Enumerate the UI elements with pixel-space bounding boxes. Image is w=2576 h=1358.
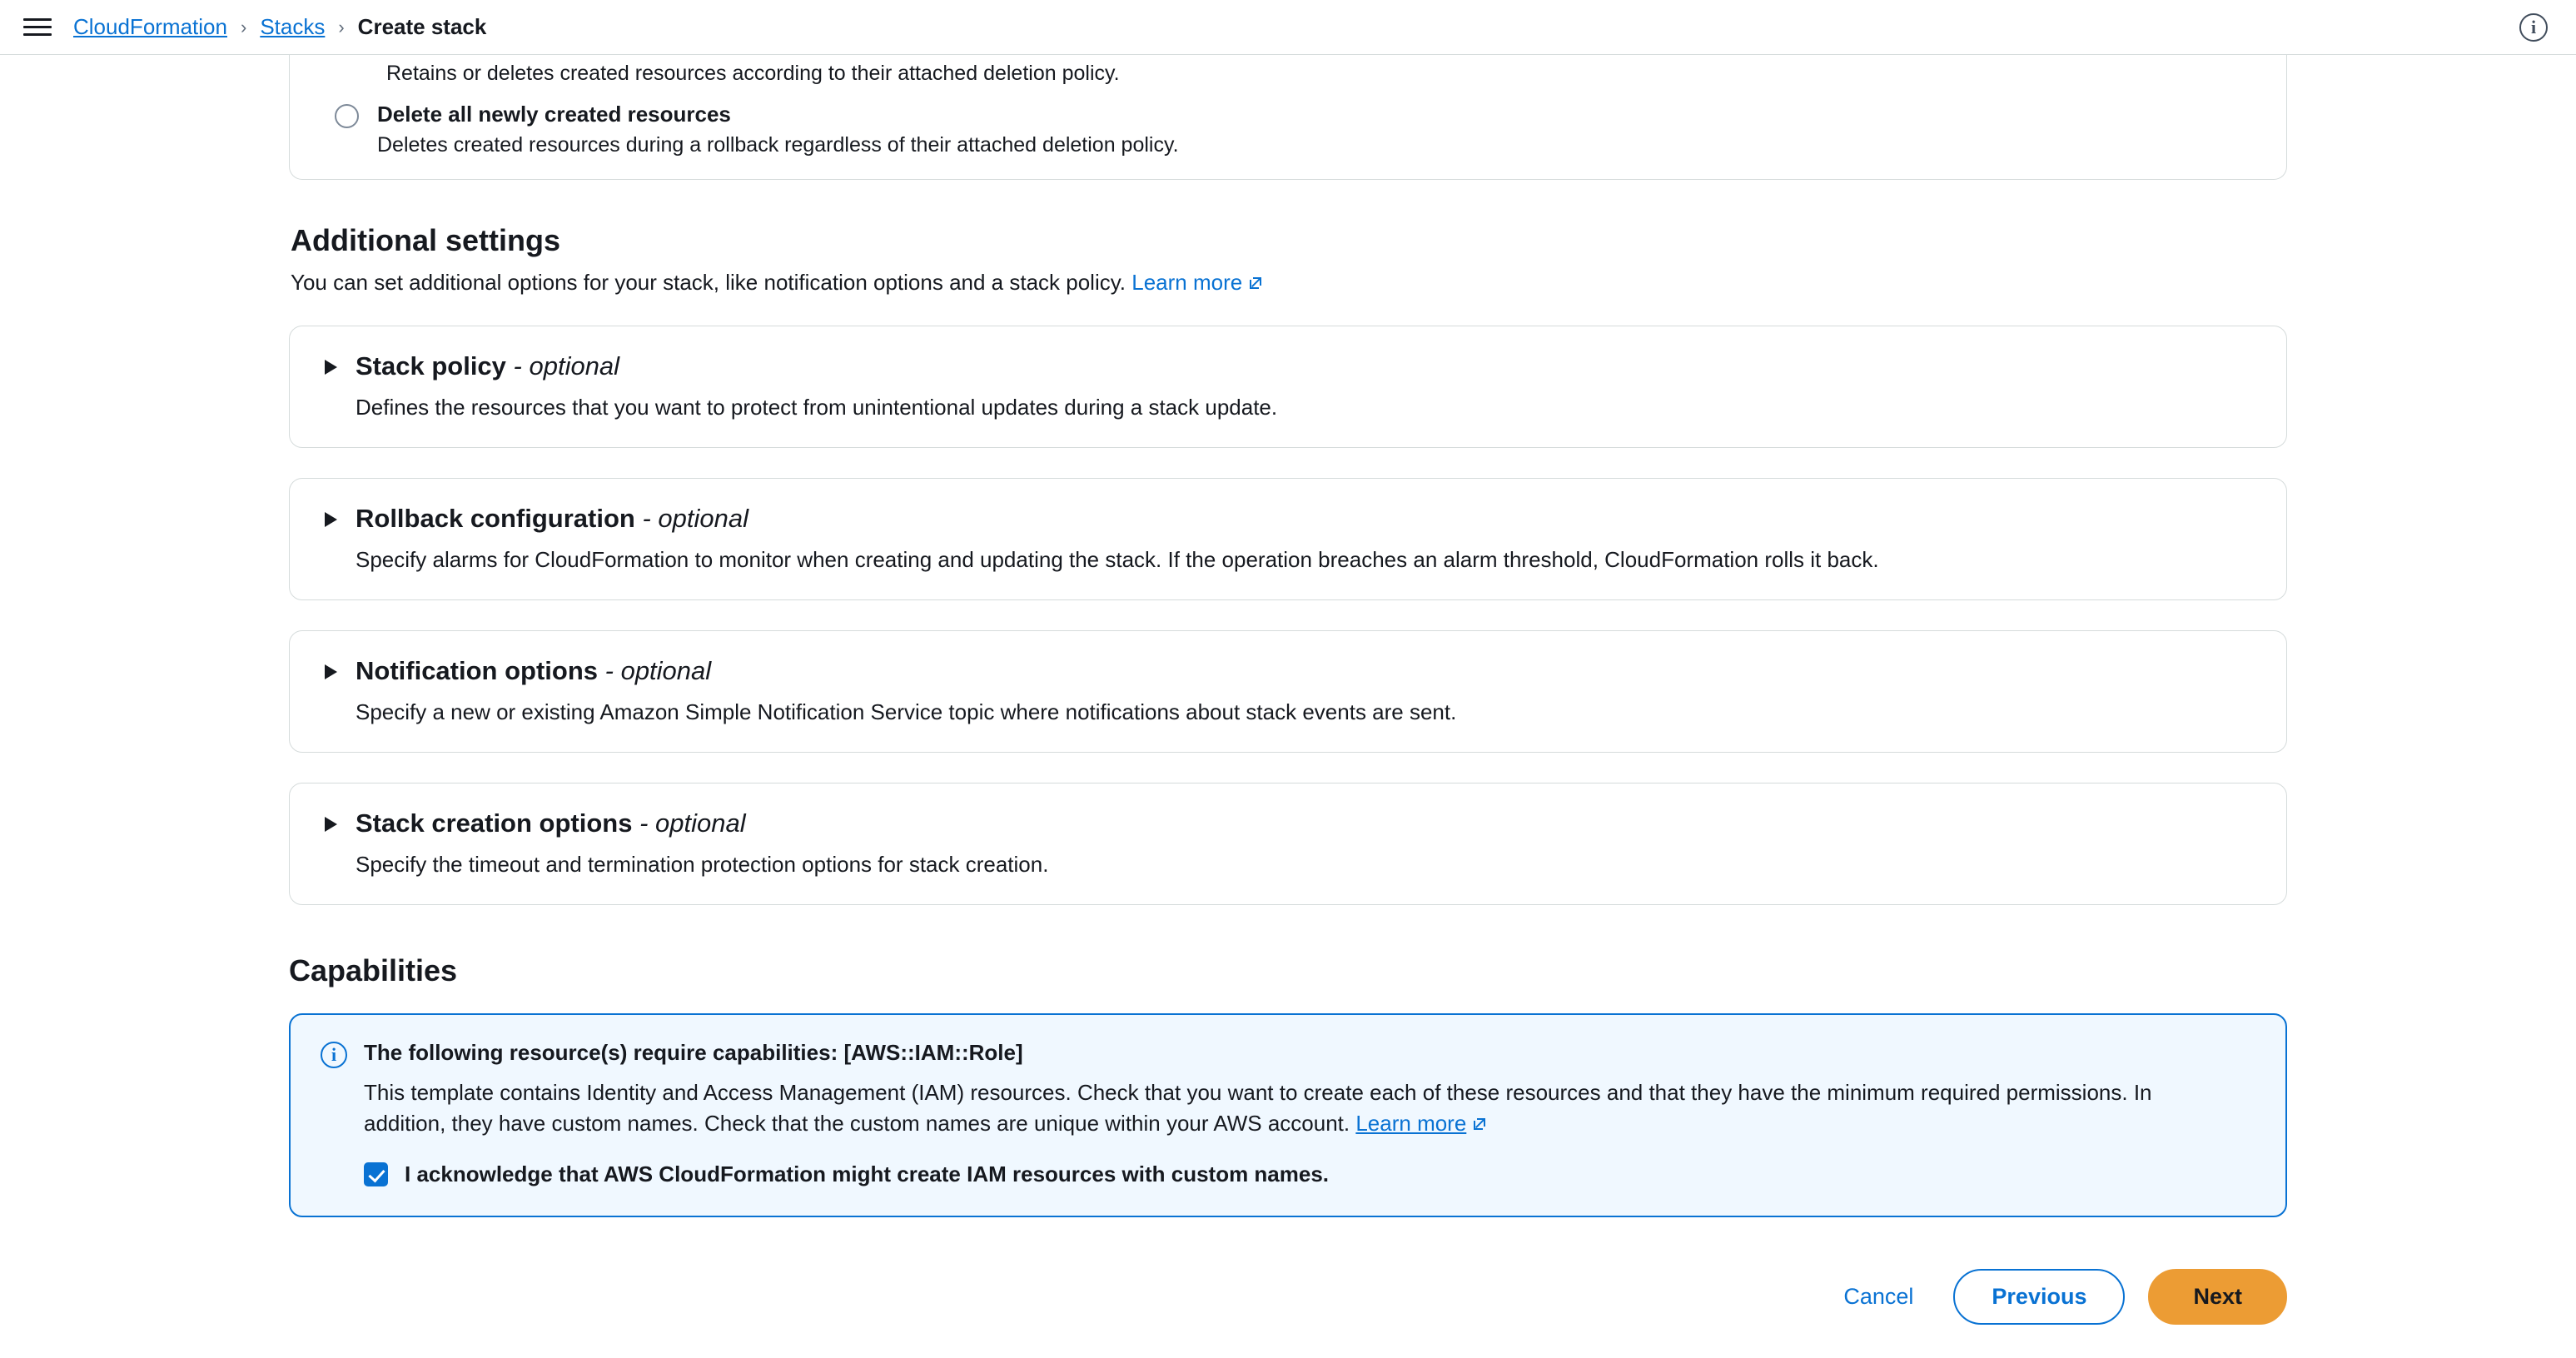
panel-optional-label: - optional	[634, 503, 748, 533]
learn-more-label: Learn more	[1131, 269, 1243, 295]
panel-rollback-configuration-title	[356, 504, 748, 534]
breadcrumb-item-cloudformation[interactable]: CloudFormation	[73, 14, 227, 39]
next-button[interactable]: Next	[2148, 1269, 2287, 1325]
acknowledge-checkbox[interactable]	[364, 1162, 388, 1186]
panel-notification-options-description: Specify a new or existing Amazon Simple Notification Service topic where notifications about stack events are sent.	[356, 699, 1457, 724]
rollback-behavior-card	[289, 55, 2287, 180]
delete-resources-label: Delete all newly created resources	[377, 102, 731, 127]
hamburger-menu-icon[interactable]	[23, 13, 52, 42]
panel-title-text: Stack creation options	[356, 808, 633, 838]
hamburger-line	[23, 18, 52, 21]
breadcrumb	[73, 14, 486, 40]
panel-rollback-configuration-description: Specify alarms for CloudFormation to monitor when creating and updating the stack. If the operation breaches an alarm threshold, CloudFormation rolls it back.	[356, 546, 1879, 572]
panel-stack-policy[interactable]	[289, 326, 2287, 448]
cancel-button[interactable]: Cancel	[1827, 1272, 1930, 1321]
retain-resources-description: Retains or deletes created resources according to their attached deletion policy.	[386, 62, 1120, 85]
delete-resources-option[interactable]	[335, 101, 2241, 157]
panel-stack-policy-header[interactable]	[325, 351, 2251, 381]
chevron-right-icon[interactable]	[325, 664, 337, 679]
form-footer	[289, 1269, 2287, 1358]
panel-stack-policy-title	[356, 351, 619, 381]
chevron-right-icon[interactable]	[325, 360, 337, 375]
acknowledge-row[interactable]	[364, 1162, 2255, 1187]
panel-optional-label: - optional	[632, 808, 746, 838]
chevron-right-icon[interactable]	[325, 512, 337, 527]
panel-notification-options[interactable]	[289, 630, 2287, 753]
panel-optional-label: - optional	[598, 655, 712, 685]
panel-title-text: Stack policy	[356, 351, 506, 381]
hamburger-line	[23, 33, 52, 36]
info-circle-icon[interactable]: i	[2519, 13, 2548, 42]
top-navigation-bar	[0, 0, 2576, 55]
panel-rollback-configuration[interactable]	[289, 478, 2287, 600]
additional-settings-description-text: You can set additional options for your stack, like notification options and a stack policy.	[291, 269, 1126, 295]
capabilities-alert-title: The following resource(s) require capabilities: [AWS::IAM::Role]	[364, 1039, 1023, 1065]
external-link-icon	[1471, 1116, 1488, 1132]
panel-stack-creation-options[interactable]	[289, 783, 2287, 905]
breadcrumb-item-stacks[interactable]: Stacks	[260, 14, 326, 39]
panel-notification-options-header[interactable]	[325, 656, 2251, 686]
delete-resources-radio[interactable]	[335, 104, 359, 128]
panel-stack-creation-options-title	[356, 808, 746, 838]
capabilities-alert	[289, 1013, 2287, 1217]
rollback-options	[290, 55, 2286, 157]
capabilities-alert-body	[364, 1040, 2255, 1187]
panel-stack-creation-options-header[interactable]	[325, 808, 2251, 838]
chevron-right-icon[interactable]	[325, 817, 337, 832]
panel-notification-options-title	[356, 656, 711, 686]
additional-settings-description	[291, 270, 2287, 296]
breadcrumb-separator-icon: ›	[338, 16, 345, 37]
additional-settings-title: Additional settings	[291, 222, 560, 257]
capabilities-title: Capabilities	[289, 953, 458, 987]
acknowledge-label: I acknowledge that AWS CloudFormation might create IAM resources with custom names.	[405, 1161, 1330, 1186]
capabilities-learn-more-link[interactable]	[1355, 1111, 1466, 1136]
info-circle-icon: i	[321, 1042, 347, 1068]
capabilities-alert-paragraph: This template contains Identity and Access Management (IAM) resources. Check that you want to create each of these resources and that they have the minimum required permissions. In addition, they have custom names. Check that the custom names are unique within your AWS account.	[364, 1079, 2152, 1137]
page-body	[0, 55, 2576, 1358]
additional-settings-learn-more-link[interactable]	[1131, 270, 1264, 295]
form-content	[289, 55, 2287, 1358]
hamburger-line	[23, 26, 52, 28]
external-link-icon	[1247, 275, 1264, 291]
panel-stack-policy-description: Defines the resources that you want to protect from unintentional updates during a stack update.	[356, 394, 1278, 420]
panel-title-text: Notification options	[356, 655, 599, 685]
delete-resources-description: Deletes created resources during a rollback regardless of their attached deletion policy.	[377, 132, 1179, 157]
breadcrumb-item-create-stack: Create stack	[357, 14, 487, 39]
panel-title-text: Rollback configuration	[356, 503, 635, 533]
learn-more-label: Learn more	[1355, 1111, 1467, 1137]
breadcrumb-separator-icon: ›	[240, 16, 247, 37]
panel-stack-creation-options-description: Specify the timeout and termination protection options for stack creation.	[356, 851, 1049, 877]
panel-optional-label: - optional	[505, 351, 620, 381]
capabilities-alert-text	[364, 1077, 2237, 1140]
previous-button[interactable]: Previous	[1953, 1269, 2125, 1325]
panel-rollback-configuration-header[interactable]	[325, 504, 2251, 534]
